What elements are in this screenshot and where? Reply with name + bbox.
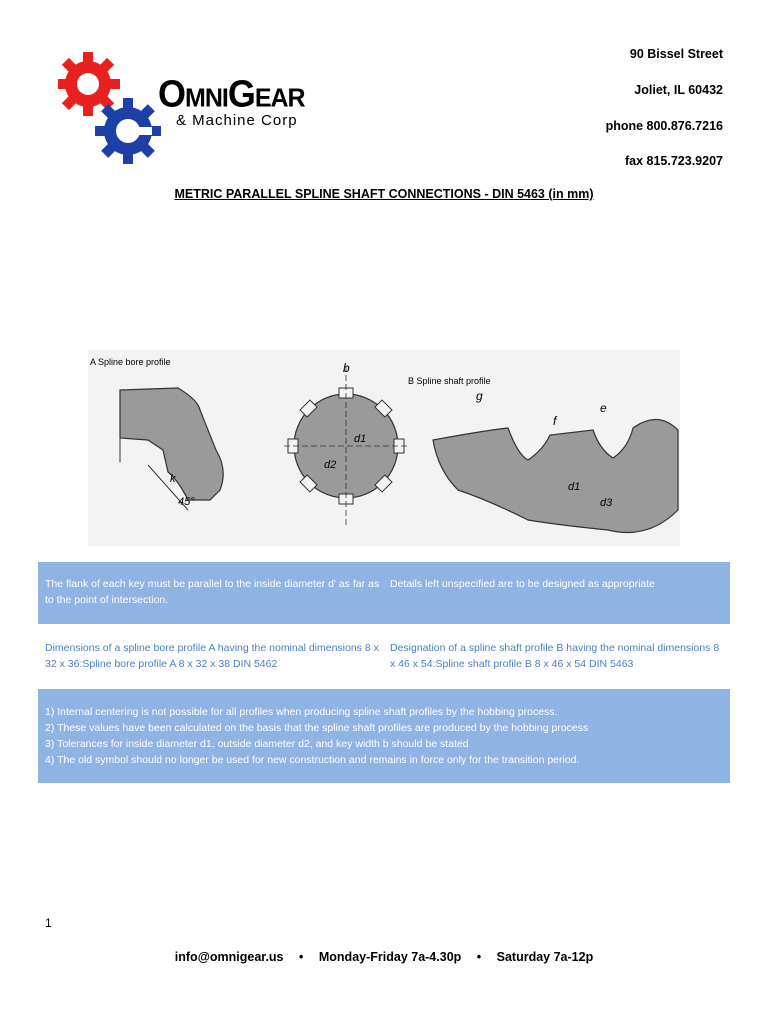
dim-d2: d2 <box>324 459 337 471</box>
footer-weekday-hours: Monday-Friday 7a-4.30p <box>318 950 462 964</box>
note-flank: The flank of each key must be parallel to the inside diameter d' as far as to the point of intersection. <box>45 578 380 606</box>
footer-email[interactable]: info@omnigear.us <box>174 950 284 964</box>
shaft-cross-section <box>284 361 408 526</box>
address-street: 90 Bissel Street <box>629 47 723 61</box>
shaft-profile-shape <box>433 419 678 532</box>
label-spline-shaft: B Spline shaft profile <box>408 376 491 386</box>
phone-number: phone 800.876.7216 <box>605 119 723 133</box>
address-city: Joliet, IL 60432 <box>634 83 723 97</box>
footnote-3: 3) Tolerances for inside diameter d1, outside diameter d2, and key width b should be stated <box>45 738 469 750</box>
red-gear-icon <box>58 52 120 116</box>
dim-g: g <box>476 389 483 403</box>
fax-number: fax 815.723.9207 <box>624 154 723 168</box>
footnote-4: 4) The old symbol should no longer be used for new construction and remains in force only for the transition period. <box>45 754 580 766</box>
note-shaft-designation: Designation of a spline shaft profile B having the nominal dimensions 8 x 46 x 54:Spline shaft profile B 8 x 46 x 54 DIN 5463 <box>390 642 720 670</box>
bullet-separator: • <box>476 950 482 964</box>
dim-d3: d3 <box>600 497 613 509</box>
dim-b: b <box>343 361 350 375</box>
brand-name: OmniGear <box>158 71 305 115</box>
spline-drawing <box>88 350 680 546</box>
page-number: 1 <box>45 916 52 930</box>
footnote-1: 1) Internal centering is not possible for all profiles when producing spline shaft profiles by the hobbing process. <box>45 706 558 718</box>
footnote-2: 2) These values have been calculated on the basis that the spline shaft profiles are produced by the hobbing process <box>45 722 589 734</box>
label-spline-bore: A Spline bore profile <box>90 357 171 367</box>
dim-e: e <box>600 401 607 415</box>
note-details: Details left unspecified are to be designed as appropriate <box>390 578 656 590</box>
note-bore-designation: Dimensions of a spline bore profile A having the nominal dimensions 8 x 32 x 36:Spline bore profile A 8 x 32 x 38 DIN 5462 <box>45 642 379 670</box>
blue-gear-icon <box>95 98 161 164</box>
page-title: METRIC PARALLEL SPLINE SHAFT CONNECTIONS - DIN 5463 (in mm) <box>174 187 594 201</box>
footer-saturday-hours: Saturday 7a-12p <box>496 950 594 964</box>
dim-45: 45° <box>178 496 195 508</box>
bullet-separator: • <box>299 950 304 964</box>
dim-k: k <box>170 473 176 485</box>
brand-subtitle: & Machine Corp <box>176 112 298 129</box>
footnote-list <box>45 704 725 768</box>
dim-f: f <box>553 414 557 428</box>
dim-d1-center: d1 <box>354 433 367 445</box>
footer-contact <box>0 950 768 964</box>
dim-d1-shaft: d1 <box>568 481 581 493</box>
spline-profile-figure <box>88 350 680 546</box>
